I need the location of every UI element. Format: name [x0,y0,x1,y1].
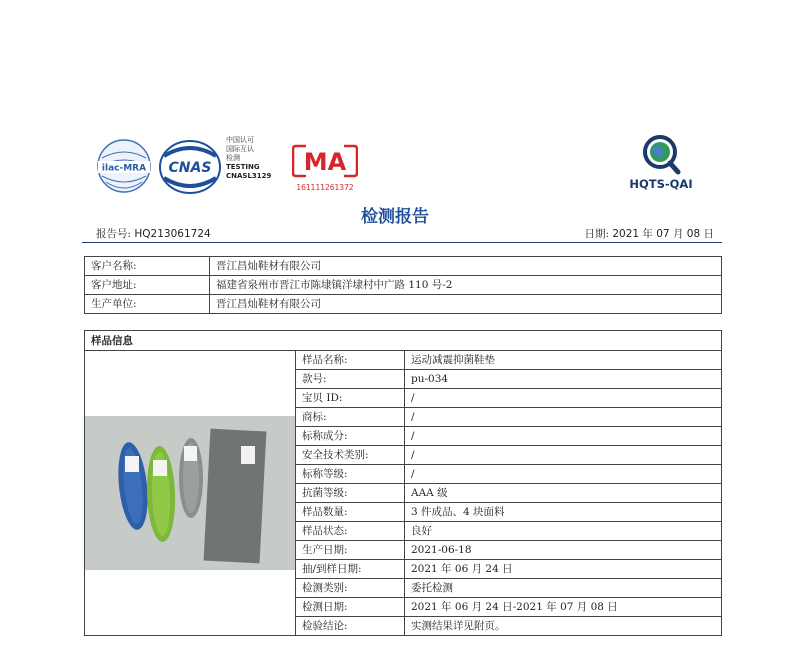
cnas-logo [158,138,222,196]
table-row [85,257,722,276]
sample-field-value: 2021 年 06 月 24 日 [405,560,722,579]
sample-field-value: pu-034 [405,370,722,389]
manufacturer-value: 晋江昌灿鞋材有限公司 [210,295,722,314]
sample-field-value: 实测结果详见附页。 [405,617,722,636]
sample-field-value: 运动减震抑菌鞋垫 [405,351,722,370]
sample-field-label: 款号: [296,370,405,389]
report-number-value: HQ213061724 [134,228,211,240]
report-number [96,226,211,241]
sample-field-value: AAA 级 [405,484,722,503]
sample-field-value: 良好 [405,522,722,541]
magnifier-globe-icon [616,132,706,176]
sample-field-label: 商标: [296,408,405,427]
sample-field-value: 3 件成品、4 块面料 [405,503,722,522]
sample-field-value: 2021 年 06 月 24 日-2021 年 07 月 08 日 [405,598,722,617]
client-address-label: 客户地址: [85,276,210,295]
sample-field-label: 样品数量: [296,503,405,522]
cnas-text: CNAS [168,160,212,176]
logo-strip [0,132,790,202]
sample-field-value: 委托检测 [405,579,722,598]
sample-field-label: 宝贝 ID: [296,389,405,408]
sample-field-value: / [405,465,722,484]
cma-logo [292,140,358,198]
sample-field-value: / [405,427,722,446]
cnas-caption-line: TESTING [226,163,260,171]
cnas-caption-line: CNASL3129 [226,172,272,180]
table-row [85,351,722,370]
client-name-label: 客户名称: [85,257,210,276]
cnas-caption-line: 中国认可 [226,136,254,144]
sample-field-label: 检验结论: [296,617,405,636]
cma-text: MA [303,148,347,176]
sample-info-header: 样品信息 [84,330,722,350]
sample-field-label: 安全技术类别: [296,446,405,465]
sample-field-label: 标称等级: [296,465,405,484]
cnas-caption [226,136,271,181]
hqts-logo [616,132,706,194]
report-date [584,226,714,241]
client-address-value: 福建省泉州市晋江市陈埭镇洋埭村中广路 110 号-2 [210,276,722,295]
sample-field-label: 检测日期: [296,598,405,617]
hqts-name: HQTS-QAI [629,177,693,191]
client-name-value: 晋江昌灿鞋材有限公司 [210,257,722,276]
sample-field-label: 样品名称: [296,351,405,370]
sample-field-value: / [405,389,722,408]
sample-field-label: 样品状态: [296,522,405,541]
sample-info-table [84,350,722,636]
sample-field-label: 生产日期: [296,541,405,560]
report-date-label: 日期: [584,228,610,240]
report-title: 检测报告 [361,207,429,227]
report-date-value: 2021 年 07 月 08 日 [612,228,714,240]
cnas-caption-line: 检测 [226,154,240,162]
sample-field-value: 2021-06-18 [405,541,722,560]
manufacturer-label: 生产单位: [85,295,210,314]
cnas-caption-line: 国际互认 [226,145,254,153]
sample-field-value: / [405,408,722,427]
sample-field-label: 抗菌等级: [296,484,405,503]
sample-field-value: / [405,446,722,465]
report-number-label: 报告号: [96,228,132,240]
sample-field-label: 抽/到样日期: [296,560,405,579]
sample-field-label: 检测类别: [296,579,405,598]
sample-field-label: 标称成分: [296,427,405,446]
ilac-mra-text: ilac-MRA [101,163,147,174]
insole-sample-photo [85,416,295,570]
cma-number: 161111261372 [296,183,354,192]
table-row [85,276,722,295]
ilac-mra-logo [96,138,152,194]
report-meta [82,226,722,243]
sample-photo-cell [85,351,296,636]
client-info-table [84,256,722,314]
table-row [85,295,722,314]
